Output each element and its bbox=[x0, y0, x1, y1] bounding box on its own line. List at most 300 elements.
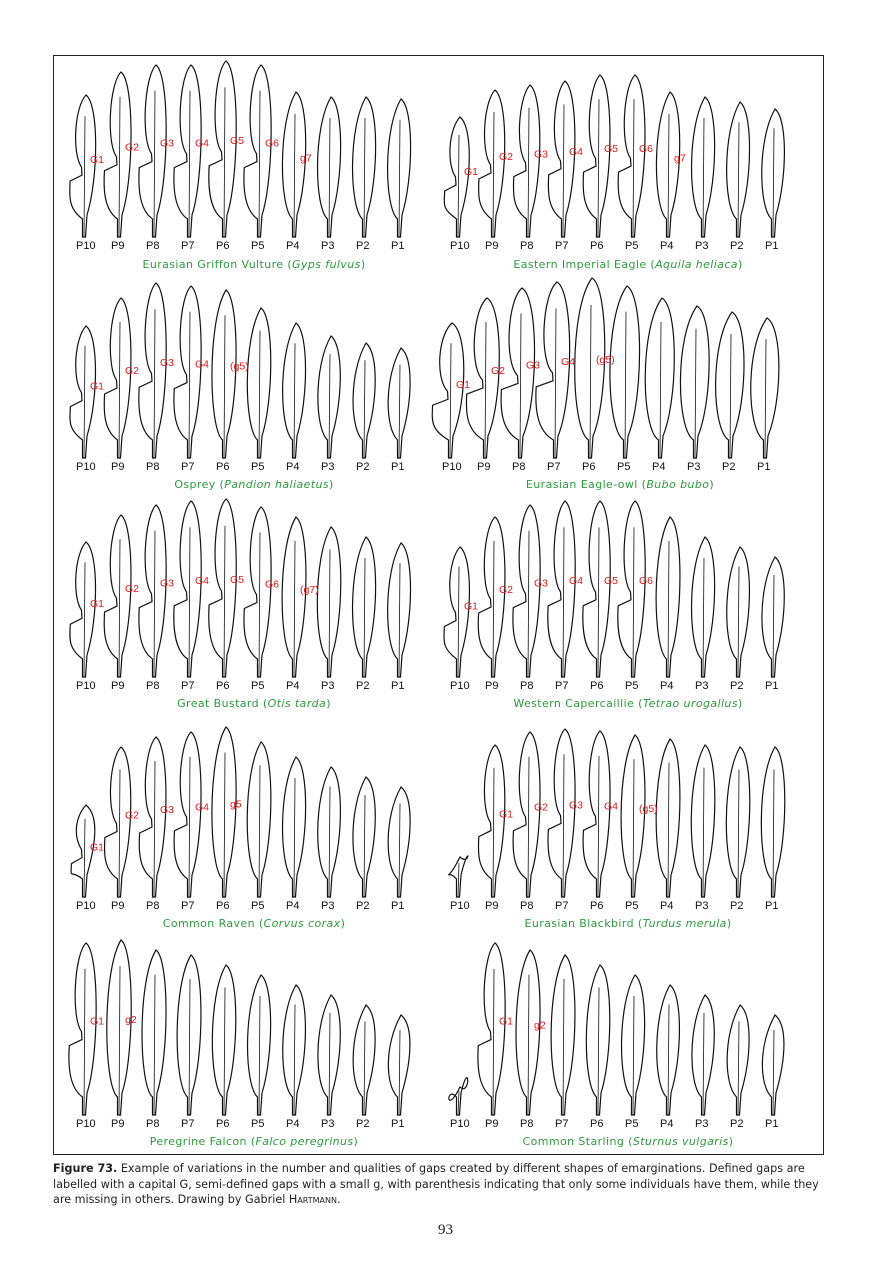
feather-label-p10: P10 bbox=[450, 680, 470, 692]
feather-shaft-p8 bbox=[520, 314, 521, 459]
species-common-name: Eastern Imperial Eagle bbox=[513, 258, 647, 271]
gap-label: G5 bbox=[230, 574, 245, 587]
gap-label: G2 bbox=[499, 151, 514, 164]
feather-label-p3: P3 bbox=[321, 680, 335, 692]
feather-label-p10: P10 bbox=[76, 240, 96, 252]
feather-shaft-p8 bbox=[528, 975, 529, 1115]
feather-shaft-p7 bbox=[563, 104, 564, 237]
species-latin-name: Pandion haliaetus bbox=[224, 478, 329, 491]
feather-label-p8: P8 bbox=[146, 900, 160, 912]
feather-label-p3: P3 bbox=[321, 461, 335, 473]
gap-label: g2 bbox=[125, 1013, 137, 1026]
gap-label: G1 bbox=[499, 808, 514, 821]
feather-outline-p5 bbox=[244, 65, 271, 237]
feather-label-p7: P7 bbox=[181, 900, 195, 912]
gap-label: G1 bbox=[464, 166, 479, 178]
wing-panel-imperial-eagle bbox=[438, 60, 818, 260]
gap-label: G1 bbox=[90, 380, 105, 393]
feather-label-p8: P8 bbox=[520, 240, 534, 252]
feather-label-p5: P5 bbox=[251, 900, 265, 912]
feather-label-p6: P6 bbox=[216, 900, 230, 912]
feather-shaft-p2 bbox=[738, 1022, 739, 1116]
feather-shaft-p3 bbox=[703, 768, 704, 897]
feather-shaft-p7 bbox=[563, 979, 564, 1115]
feather-outline-p8 bbox=[513, 732, 540, 897]
feather-shaft-p8 bbox=[154, 761, 155, 897]
feather-label-p5: P5 bbox=[625, 1118, 639, 1130]
feather-shaft-p6 bbox=[224, 988, 225, 1116]
feather-label-p2: P2 bbox=[722, 461, 736, 473]
feather-shaft-p3 bbox=[329, 118, 330, 237]
figure-caption bbox=[53, 1161, 828, 1208]
feather-outline-p9 bbox=[466, 298, 499, 458]
feather-label-p10: P10 bbox=[76, 1118, 96, 1130]
feather-label-p8: P8 bbox=[512, 461, 526, 473]
feather-label-p6: P6 bbox=[216, 680, 230, 692]
feather-label-p8: P8 bbox=[520, 1118, 534, 1130]
feather-label-p5: P5 bbox=[251, 680, 265, 692]
feather-label-p5: P5 bbox=[251, 461, 265, 473]
feather-label-p10: P10 bbox=[450, 1118, 470, 1130]
feather-shaft-p10 bbox=[458, 863, 459, 897]
feather-outline-p8 bbox=[513, 505, 540, 677]
feather-shaft-p6 bbox=[224, 87, 225, 237]
feather-outline-p7 bbox=[536, 282, 570, 458]
gap-label: G2 bbox=[125, 809, 140, 822]
feather-outline-p9 bbox=[478, 517, 505, 677]
feather-label-p9: P9 bbox=[111, 461, 125, 473]
feather-label-p3: P3 bbox=[321, 900, 335, 912]
feather-shaft-p7 bbox=[563, 527, 564, 677]
feather-label-p2: P2 bbox=[730, 900, 744, 912]
feather-shaft-p7 bbox=[189, 757, 190, 897]
feather-label-p4: P4 bbox=[660, 1118, 674, 1130]
feather-shaft-p9 bbox=[119, 97, 120, 237]
wing-panel-eagle-owl bbox=[430, 280, 810, 480]
feather-outline-p6 bbox=[583, 501, 610, 677]
gap-label: G3 bbox=[160, 804, 175, 816]
feather-label-p3: P3 bbox=[695, 240, 709, 252]
feather-label-p6: P6 bbox=[590, 680, 604, 692]
feather-label-p3: P3 bbox=[321, 1118, 335, 1130]
wing-panel-eurasian-blackbird bbox=[438, 720, 818, 920]
feather-label-p5: P5 bbox=[625, 240, 639, 252]
feather-outline-p5 bbox=[618, 75, 645, 237]
feather-shaft-p8 bbox=[528, 757, 529, 897]
gap-label: G5 bbox=[604, 575, 619, 588]
feather-shaft-p6 bbox=[598, 527, 599, 677]
feather-shaft-p4 bbox=[294, 541, 295, 677]
feather-label-p1: P1 bbox=[765, 240, 779, 252]
page-number: 93 bbox=[438, 1222, 453, 1238]
species-latin-name: Otis tarda bbox=[267, 697, 327, 710]
gap-label: (g5) bbox=[639, 802, 658, 815]
feather-label-p6: P6 bbox=[590, 1118, 604, 1130]
gap-label: G2 bbox=[125, 365, 140, 377]
gap-label: g5 bbox=[230, 798, 242, 811]
feather-outline-p8 bbox=[501, 288, 534, 458]
feather-shaft-p4 bbox=[294, 114, 295, 237]
feather-label-p4: P4 bbox=[660, 680, 674, 692]
wing-panel-griffon-vulture bbox=[64, 60, 444, 260]
feather-label-p1: P1 bbox=[391, 1118, 405, 1130]
gap-label: G6 bbox=[639, 142, 654, 155]
gap-label: G5 bbox=[230, 135, 245, 148]
feather-shaft-p2 bbox=[364, 1022, 365, 1116]
wing-panel-osprey bbox=[64, 280, 444, 480]
feather-label-p9: P9 bbox=[111, 900, 125, 912]
feather-label-p8: P8 bbox=[146, 1118, 160, 1130]
feather-label-p6: P6 bbox=[582, 461, 596, 473]
feather-shaft-p5 bbox=[259, 331, 260, 459]
feather-outline-p9 bbox=[478, 943, 505, 1115]
gap-label: G4 bbox=[561, 356, 576, 369]
feather-shaft-p4 bbox=[660, 322, 661, 458]
feather-shaft-p2 bbox=[738, 770, 739, 898]
feather-shaft-p10 bbox=[458, 135, 459, 237]
species-common-name: Eurasian Blackbird bbox=[524, 917, 634, 930]
feather-label-p1: P1 bbox=[391, 900, 405, 912]
feather-outline-p7 bbox=[174, 501, 201, 677]
feather-outline-p5 bbox=[618, 501, 645, 677]
feather-label-p9: P9 bbox=[485, 680, 499, 692]
feather-label-p10: P10 bbox=[450, 240, 470, 252]
gap-label: G1 bbox=[456, 378, 471, 391]
feather-outline-p6 bbox=[583, 75, 610, 237]
feather-label-p9: P9 bbox=[477, 461, 491, 473]
feather-label-p6: P6 bbox=[216, 461, 230, 473]
feather-shaft-p4 bbox=[668, 114, 669, 237]
feather-shaft-p9 bbox=[119, 539, 120, 677]
feather-label-p6: P6 bbox=[590, 900, 604, 912]
feather-label-p10: P10 bbox=[76, 461, 96, 473]
feather-outline-p9 bbox=[104, 72, 131, 237]
feather-shaft-p6 bbox=[590, 305, 591, 458]
feather-label-p9: P9 bbox=[111, 240, 125, 252]
feather-label-p7: P7 bbox=[555, 900, 569, 912]
feather-label-p10: P10 bbox=[450, 900, 470, 912]
feather-label-p8: P8 bbox=[146, 680, 160, 692]
feather-shaft-p2 bbox=[364, 558, 365, 677]
species-common-name: Osprey bbox=[174, 478, 216, 491]
feather-label-p4: P4 bbox=[286, 680, 300, 692]
feather-outline-p9 bbox=[104, 515, 131, 677]
feather-label-p5: P5 bbox=[617, 461, 631, 473]
feather-shaft-p10 bbox=[450, 343, 451, 458]
species-caption-common-starling: Common Starling (Sturnus vulgaris) bbox=[522, 1135, 734, 1148]
feather-shaft-p1 bbox=[399, 804, 400, 898]
feather-shaft-p6 bbox=[224, 526, 225, 677]
feather-label-p8: P8 bbox=[146, 240, 160, 252]
gap-label: g7 bbox=[300, 152, 312, 165]
species-caption-capercaillie: Western Capercaillie (Tetrao urogallus) bbox=[513, 697, 743, 710]
feather-shaft-p10 bbox=[84, 346, 85, 458]
gap-label: G1 bbox=[464, 600, 479, 613]
feather-outline-p9 bbox=[104, 298, 131, 458]
feather-shaft-p7 bbox=[189, 979, 190, 1115]
feather-shaft-p5 bbox=[633, 99, 634, 237]
species-latin-name: Aquila heliaca bbox=[655, 258, 738, 271]
feather-shaft-p3 bbox=[695, 329, 696, 458]
feather-shaft-p5 bbox=[633, 527, 634, 677]
feather-outline-p7 bbox=[174, 286, 201, 458]
species-common-name: Eurasian Griffon Vulture bbox=[142, 258, 284, 271]
figure-caption-author: Hartmann bbox=[288, 1193, 337, 1206]
gap-label: G2 bbox=[534, 801, 549, 814]
feather-outline-p8 bbox=[513, 85, 539, 237]
feather-shaft-p2 bbox=[730, 334, 731, 458]
feather-shaft-p1 bbox=[399, 365, 400, 459]
feather-label-p7: P7 bbox=[181, 1118, 195, 1130]
feather-outline-p8 bbox=[139, 65, 166, 237]
feather-outline-p6 bbox=[575, 278, 605, 458]
feather-label-p5: P5 bbox=[251, 240, 265, 252]
gap-label: G3 bbox=[160, 137, 175, 150]
feather-shaft-p1 bbox=[773, 770, 774, 898]
gap-label: G3 bbox=[160, 577, 175, 590]
species-caption-eagle-owl: Eurasian Eagle-owl (Bubo bubo) bbox=[525, 478, 715, 491]
gap-label: G1 bbox=[499, 1015, 514, 1028]
feather-shaft-p1 bbox=[773, 1030, 774, 1115]
feather-shaft-p2 bbox=[738, 122, 739, 237]
feather-shaft-p5 bbox=[625, 312, 626, 458]
gap-label: G4 bbox=[195, 358, 210, 371]
species-latin-name: Gyps fulvus bbox=[292, 258, 361, 271]
feather-shaft-p10 bbox=[84, 819, 85, 897]
species-common-name: Common Starling bbox=[522, 1135, 625, 1148]
feather-outline-p7 bbox=[548, 729, 575, 897]
feather-shaft-p8 bbox=[154, 975, 155, 1115]
feather-label-p7: P7 bbox=[181, 680, 195, 692]
species-caption-common-raven: Common Raven (Corvus corax) bbox=[162, 917, 346, 930]
gap-label: G2 bbox=[491, 365, 506, 377]
feather-outline-p6 bbox=[209, 61, 236, 237]
feather-shaft-p1 bbox=[765, 339, 766, 458]
feather-shaft-p8 bbox=[154, 91, 155, 237]
species-latin-name: Tetrao urogallus bbox=[642, 697, 738, 710]
feather-outline-p6 bbox=[583, 731, 610, 897]
gap-label: G5 bbox=[604, 142, 619, 155]
feather-label-p5: P5 bbox=[251, 1118, 265, 1130]
feather-shaft-p2 bbox=[364, 795, 365, 897]
feather-label-p4: P4 bbox=[286, 1118, 300, 1130]
gap-label: G3 bbox=[534, 148, 549, 161]
species-caption-great-bustard: Great Bustard (Otis tarda) bbox=[177, 697, 331, 710]
feather-shaft-p5 bbox=[259, 533, 260, 678]
feather-shaft-p3 bbox=[329, 1013, 330, 1115]
feather-label-p1: P1 bbox=[391, 461, 405, 473]
feather-shaft-p5 bbox=[259, 996, 260, 1115]
feather-shaft-p4 bbox=[668, 541, 669, 677]
gap-label: (g5) bbox=[596, 354, 615, 366]
feather-label-p7: P7 bbox=[181, 240, 195, 252]
feather-label-p1: P1 bbox=[765, 1118, 779, 1130]
wing-panel-great-bustard bbox=[64, 500, 444, 700]
feather-shaft-p9 bbox=[119, 966, 120, 1115]
gap-label: (g7) bbox=[300, 584, 319, 596]
feather-outline-p5 bbox=[610, 286, 640, 458]
species-common-name: Western Capercaillie bbox=[513, 697, 635, 710]
feather-shaft-p5 bbox=[259, 91, 260, 237]
gap-label: G3 bbox=[526, 359, 541, 372]
gap-label: G4 bbox=[569, 146, 584, 159]
feather-shaft-p4 bbox=[294, 343, 295, 458]
feather-label-p9: P9 bbox=[485, 900, 499, 912]
feather-label-p6: P6 bbox=[590, 240, 604, 252]
feather-shaft-p5 bbox=[259, 765, 260, 897]
feather-label-p9: P9 bbox=[485, 1118, 499, 1130]
species-latin-name: Turdus merula bbox=[642, 917, 727, 930]
feather-shaft-p7 bbox=[563, 754, 564, 897]
figure-caption-label: Figure 73. bbox=[53, 1162, 118, 1175]
feather-shaft-p1 bbox=[399, 120, 400, 237]
species-latin-name: Falco peregrinus bbox=[255, 1135, 354, 1148]
feather-label-p2: P2 bbox=[356, 1118, 370, 1130]
feather-shaft-p7 bbox=[189, 91, 190, 237]
feather-label-p7: P7 bbox=[181, 461, 195, 473]
gap-label: G1 bbox=[90, 1015, 105, 1028]
feather-label-p1: P1 bbox=[765, 900, 779, 912]
feather-outline-p7 bbox=[174, 65, 201, 237]
feather-label-p1: P1 bbox=[757, 461, 771, 473]
feather-shaft-p4 bbox=[294, 778, 295, 897]
wing-panel-capercaillie bbox=[438, 500, 818, 700]
feather-shaft-p8 bbox=[528, 531, 529, 677]
feather-label-p4: P4 bbox=[286, 461, 300, 473]
feather-outline-p4 bbox=[645, 298, 674, 458]
feather-label-p2: P2 bbox=[356, 240, 370, 252]
feather-shaft-p3 bbox=[703, 558, 704, 677]
feather-outline-p8 bbox=[139, 505, 166, 677]
feather-shaft-p6 bbox=[598, 756, 599, 897]
species-common-name: Peregrine Falcon bbox=[149, 1135, 247, 1148]
feather-shaft-p4 bbox=[668, 1005, 669, 1116]
feather-label-p8: P8 bbox=[520, 680, 534, 692]
feather-shaft-p9 bbox=[119, 770, 120, 898]
gap-label: G3 bbox=[534, 577, 549, 590]
feather-label-p2: P2 bbox=[356, 900, 370, 912]
feather-shaft-p1 bbox=[399, 563, 400, 677]
feather-shaft-p9 bbox=[485, 322, 486, 458]
gap-label: G4 bbox=[195, 575, 210, 588]
feather-shaft-p7 bbox=[189, 527, 190, 677]
feather-label-p2: P2 bbox=[730, 1118, 744, 1130]
feather-label-p2: P2 bbox=[730, 240, 744, 252]
feather-shaft-p2 bbox=[364, 360, 365, 458]
feather-shaft-p1 bbox=[773, 128, 774, 237]
feather-label-p9: P9 bbox=[111, 680, 125, 692]
feather-label-p6: P6 bbox=[216, 1118, 230, 1130]
feather-label-p3: P3 bbox=[695, 1118, 709, 1130]
feather-outline-p7 bbox=[548, 81, 575, 237]
feather-label-p4: P4 bbox=[660, 240, 674, 252]
gap-label: G2 bbox=[125, 141, 140, 154]
feather-shaft-p9 bbox=[119, 322, 120, 458]
feather-label-p7: P7 bbox=[555, 1118, 569, 1130]
feather-shaft-p10 bbox=[458, 1091, 459, 1115]
feather-shaft-p8 bbox=[154, 309, 155, 458]
feather-shaft-p9 bbox=[493, 969, 494, 1115]
feather-shaft-p5 bbox=[633, 996, 634, 1115]
feather-shaft-p10 bbox=[84, 969, 85, 1115]
species-caption-eurasian-blackbird: Eurasian Blackbird (Turdus merula) bbox=[524, 917, 732, 930]
feather-shaft-p5 bbox=[633, 759, 634, 897]
gap-label: G2 bbox=[125, 582, 140, 595]
species-caption-osprey: Osprey (Pandion haliaetus) bbox=[174, 478, 334, 491]
species-caption-imperial-eagle: Eastern Imperial Eagle (Aquila heliaca) bbox=[513, 258, 743, 271]
feather-outline-p9 bbox=[104, 747, 130, 897]
species-common-name: Eurasian Eagle-owl bbox=[525, 478, 638, 491]
feather-shaft-p8 bbox=[528, 108, 529, 237]
feather-shaft-p10 bbox=[458, 567, 459, 678]
gap-label: g7 bbox=[674, 152, 686, 165]
figure-caption-end: . bbox=[337, 1193, 341, 1206]
feather-outline-p10 bbox=[70, 95, 96, 237]
gap-label: G4 bbox=[569, 575, 584, 588]
feather-shaft-p9 bbox=[493, 541, 494, 677]
gap-label: G2 bbox=[499, 584, 514, 596]
feather-label-p10: P10 bbox=[76, 680, 96, 692]
gap-label: G1 bbox=[90, 597, 105, 610]
wing-panel-peregrine-falcon bbox=[64, 940, 444, 1140]
feather-label-p4: P4 bbox=[286, 900, 300, 912]
feather-label-p7: P7 bbox=[555, 680, 569, 692]
species-caption-griffon-vulture: Eurasian Griffon Vulture (Gyps fulvus) bbox=[142, 258, 366, 271]
feather-shaft-p2 bbox=[738, 567, 739, 678]
feather-label-p9: P9 bbox=[485, 240, 499, 252]
feather-label-p2: P2 bbox=[356, 461, 370, 473]
feather-shaft-p1 bbox=[399, 1030, 400, 1115]
feather-label-p1: P1 bbox=[391, 680, 405, 692]
feather-shaft-p7 bbox=[189, 312, 190, 458]
feather-shaft-p3 bbox=[703, 118, 704, 237]
wing-panel-common-starling bbox=[438, 940, 818, 1140]
feather-outline-p8 bbox=[139, 283, 166, 458]
feather-shaft-p3 bbox=[329, 550, 330, 678]
gap-label: G6 bbox=[265, 137, 280, 150]
feather-outline-p6 bbox=[209, 499, 237, 677]
feather-outline-p5 bbox=[244, 507, 271, 677]
feather-label-p4: P4 bbox=[660, 900, 674, 912]
species-latin-name: Bubo bubo bbox=[646, 478, 710, 491]
gap-label: G3 bbox=[569, 799, 584, 812]
species-common-name: Great Bustard bbox=[177, 697, 260, 710]
species-latin-name: Sturnus vulgaris bbox=[632, 1135, 729, 1148]
feather-label-p7: P7 bbox=[555, 240, 569, 252]
gap-label: g2 bbox=[534, 1019, 546, 1032]
feather-label-p3: P3 bbox=[321, 240, 335, 252]
feather-outline-p10 bbox=[69, 943, 96, 1115]
feather-label-p10: P10 bbox=[442, 461, 462, 473]
feather-shaft-p7 bbox=[555, 308, 556, 458]
feather-outline-p9 bbox=[478, 745, 504, 897]
feather-shaft-p3 bbox=[329, 354, 330, 458]
feather-label-p7: P7 bbox=[547, 461, 561, 473]
feather-shaft-p9 bbox=[493, 768, 494, 897]
feather-shaft-p10 bbox=[84, 562, 85, 677]
feather-outline-p7 bbox=[174, 732, 201, 897]
gap-label: (g5) bbox=[230, 360, 249, 373]
gap-label: G3 bbox=[160, 356, 175, 369]
wing-panel-common-raven bbox=[64, 720, 444, 920]
feather-label-p1: P1 bbox=[391, 240, 405, 252]
feather-shaft-p4 bbox=[294, 1005, 295, 1116]
gap-label: G4 bbox=[195, 137, 210, 150]
feather-label-p3: P3 bbox=[695, 680, 709, 692]
species-caption-peregrine-falcon: Peregrine Falcon (Falco peregrinus) bbox=[149, 1135, 359, 1148]
feather-shaft-p10 bbox=[84, 116, 85, 237]
gap-label: G6 bbox=[265, 578, 280, 591]
